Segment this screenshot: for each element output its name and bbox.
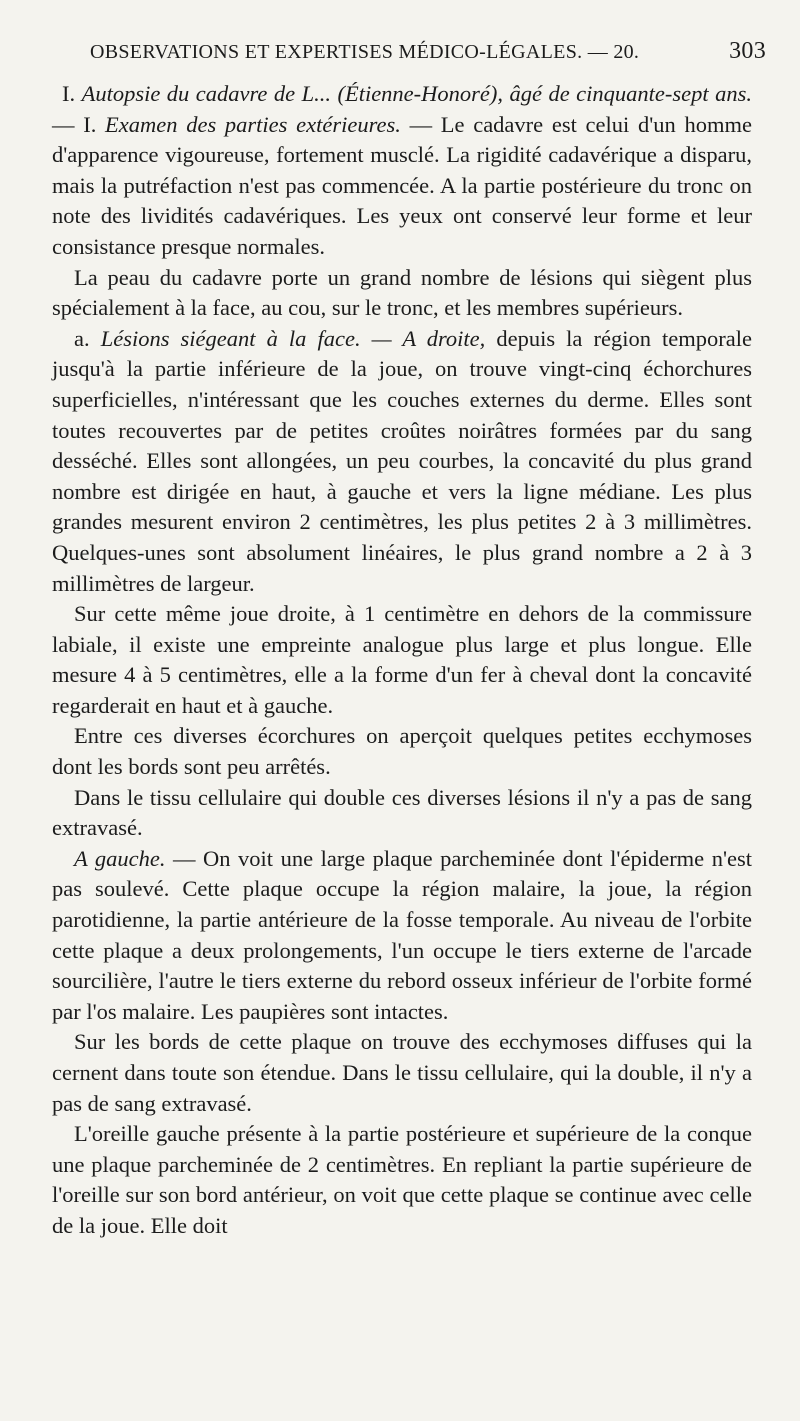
body-text [52,79,752,1242]
paragraph-6: Dans le tissu cellulaire qui double ces diverses lésions il n'y a pas de sang extravasé. [52,784,752,841]
paragraph-7: A gauche. — On voit une large plaque parcheminée dont l'épiderme n'est pas soulevé. Cette plaque occupe la région malaire, la joue, la région parotidienne, la partie antérieure de la fosse temporale. Au niveau de l'orbite cette plaque a deux prolongements, l'un occupe le tiers externe de l'arcade sourcilière, l'autre le tiers externe du rebord osseux inférieur de l'orbite formé par l'os malaire. Les paupières sont intactes. [52,845,752,1024]
paragraph-5: Entre ces diverses écorchures on aperçoit quelques petites ecchymoses dont les bords sont peu arrêtés. [52,723,752,780]
paragraph-2: La peau du cadavre porte un grand nombre de lésions qui siègent plus spécialement à la face, au cou, sur le tronc, et les membres supérieurs. [52,264,752,321]
paragraph-8: Sur les bords de cette plaque on trouve des ecchymoses diffuses qui la cernent dans toute son étendue. Dans le tissu cellulaire, qui la double, il n'y a pas de sang extravasé. [52,1029,752,1116]
paragraph-3: a. Lésions siégeant à la face. — A droite, depuis la région temporale jusqu'à la partie inférieure de la joue, on trouve vingt-cinq échorchures superficielles, n'intéressant que les couches externes du derme. Elles sont toutes recouvertes par de petites croûtes noirâtres formées par du sang desséché. Elles sont allongées, un peu courbes, la concavité du plus grand nombre est dirigée en haut, à gauche et vers la ligne médiane. Les plus grandes mesurent environ 2 centimètres, les plus petites 2 à 3 millimètres. Quelques-unes sont absolument linéaires, le plus grand nombre a 2 à 3 millimètres de largeur. [52,325,752,596]
page-header [52,38,766,65]
running-title: OBSERVATIONS ET EXPERTISES MÉDICO-LÉGALES. — 20. [90,41,640,63]
paragraph-1: I. Autopsie du cadavre de L... (Étienne-Honoré), âgé de cinquante-sept ans. — I. Examen des parties extérieures. — Le cadavre est celui d'un homme d'apparence vigoureuse, fortement musclé. La rigidité cadavérique a disparu, mais la putréfaction n'est pas commencée. A la partie postérieure du tronc on note des lividités cadavériques. Les yeux ont conservé leur forme et leur consistance presque normales. [52,81,752,259]
paragraph-9: L'oreille gauche présente à la partie postérieure et supérieure de la conque une plaque parcheminée de 2 centimètres. En repliant la partie supérieure de l'oreille sur son bord antérieur, on voit que cette plaque se continue avec celle de la joue. Elle doit [52,1121,752,1238]
book-page [52,38,766,1242]
page-number: 303 [729,38,766,64]
paragraph-4: Sur cette même joue droite, à 1 centimètre en dehors de la commissure labiale, il existe une empreinte analogue plus large et plus longue. Elle mesure 4 à 5 centimètres, elle a la forme d'un fer à cheval dont la concavité regarderait en haut et à gauche. [52,601,752,718]
